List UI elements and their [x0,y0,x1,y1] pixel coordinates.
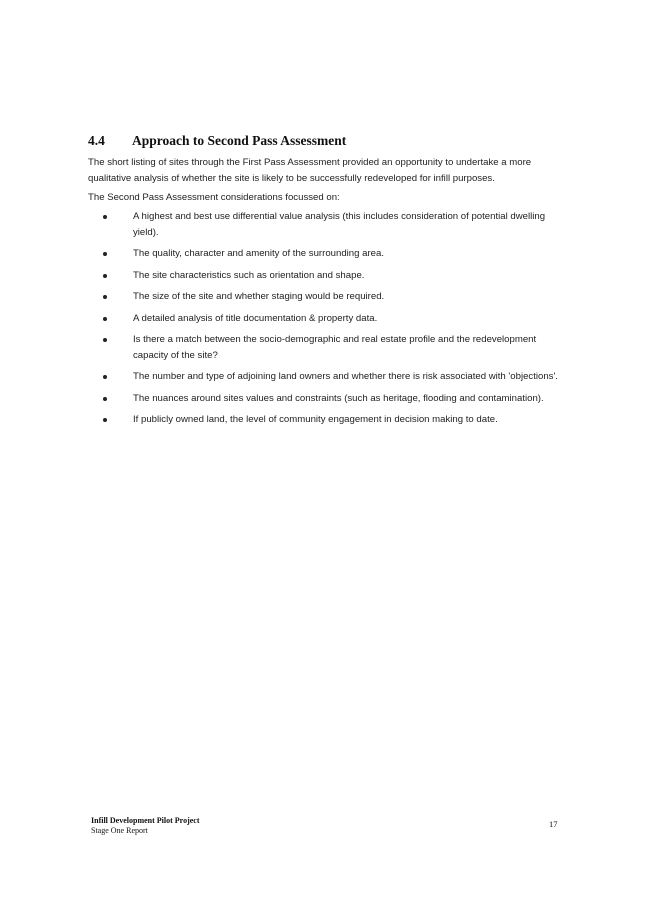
section-heading [88,133,346,149]
section-number: 4.4 [88,133,105,148]
footer-project-title: Infill Development Pilot Project [91,816,200,825]
bullet-icon [103,338,107,342]
bullet-icon [103,317,107,321]
list-item [88,311,568,327]
list-item [88,391,568,407]
section-title: Approach to Second Pass Assessment [132,133,347,148]
list-item-text: A highest and best use differential value analysis (this includes consideration of potential dwelling yield). [133,211,546,238]
footer-info [91,816,200,836]
list-item-text: The quality, character and amenity of the surrounding area. [133,248,385,259]
considerations-list [88,209,568,434]
bullet-icon [103,274,107,278]
list-item [88,369,568,385]
list-item-text: The number and type of adjoining land owners and whether there is risk associated with 'objections'. [133,371,558,382]
list-item [88,332,568,363]
page-number: 17 [549,819,558,829]
list-item-text: A detailed analysis of title documentation & property data. [133,312,378,324]
list-item-text: The nuances around sites values and constraints (such as heritage, flooding and contamination). [133,392,544,404]
list-item [88,209,568,240]
bullet-icon [103,295,107,299]
list-item-text: The size of the site and whether staging would be required. [133,291,385,302]
bullet-icon [103,252,107,256]
list-item-text: Is there a match between the socio-demographic and real estate profile and the redevelopment capacity of the site? [133,334,537,361]
list-item-text: The site characteristics such as orientation and shape. [133,269,365,281]
list-item [88,412,568,428]
list-item [88,246,568,262]
bullet-icon [103,397,107,401]
bullet-icon [103,418,107,422]
list-item-text: If publicly owned land, the level of community engagement in decision making to date. [133,414,498,425]
footer-report-title: Stage One Report [91,826,148,835]
considerations-lead-in: The Second Pass Assessment considerations focussed on: [88,192,340,203]
bullet-icon [103,215,107,219]
list-item [88,268,568,284]
bullet-icon [103,375,107,379]
intro-paragraph: The short listing of sites through the First Pass Assessment provided an opportunity to undertake a more qualitative analysis of whether the site is likely to be successfully redeveloped for infill purposes. [88,157,532,184]
list-item [88,289,568,305]
